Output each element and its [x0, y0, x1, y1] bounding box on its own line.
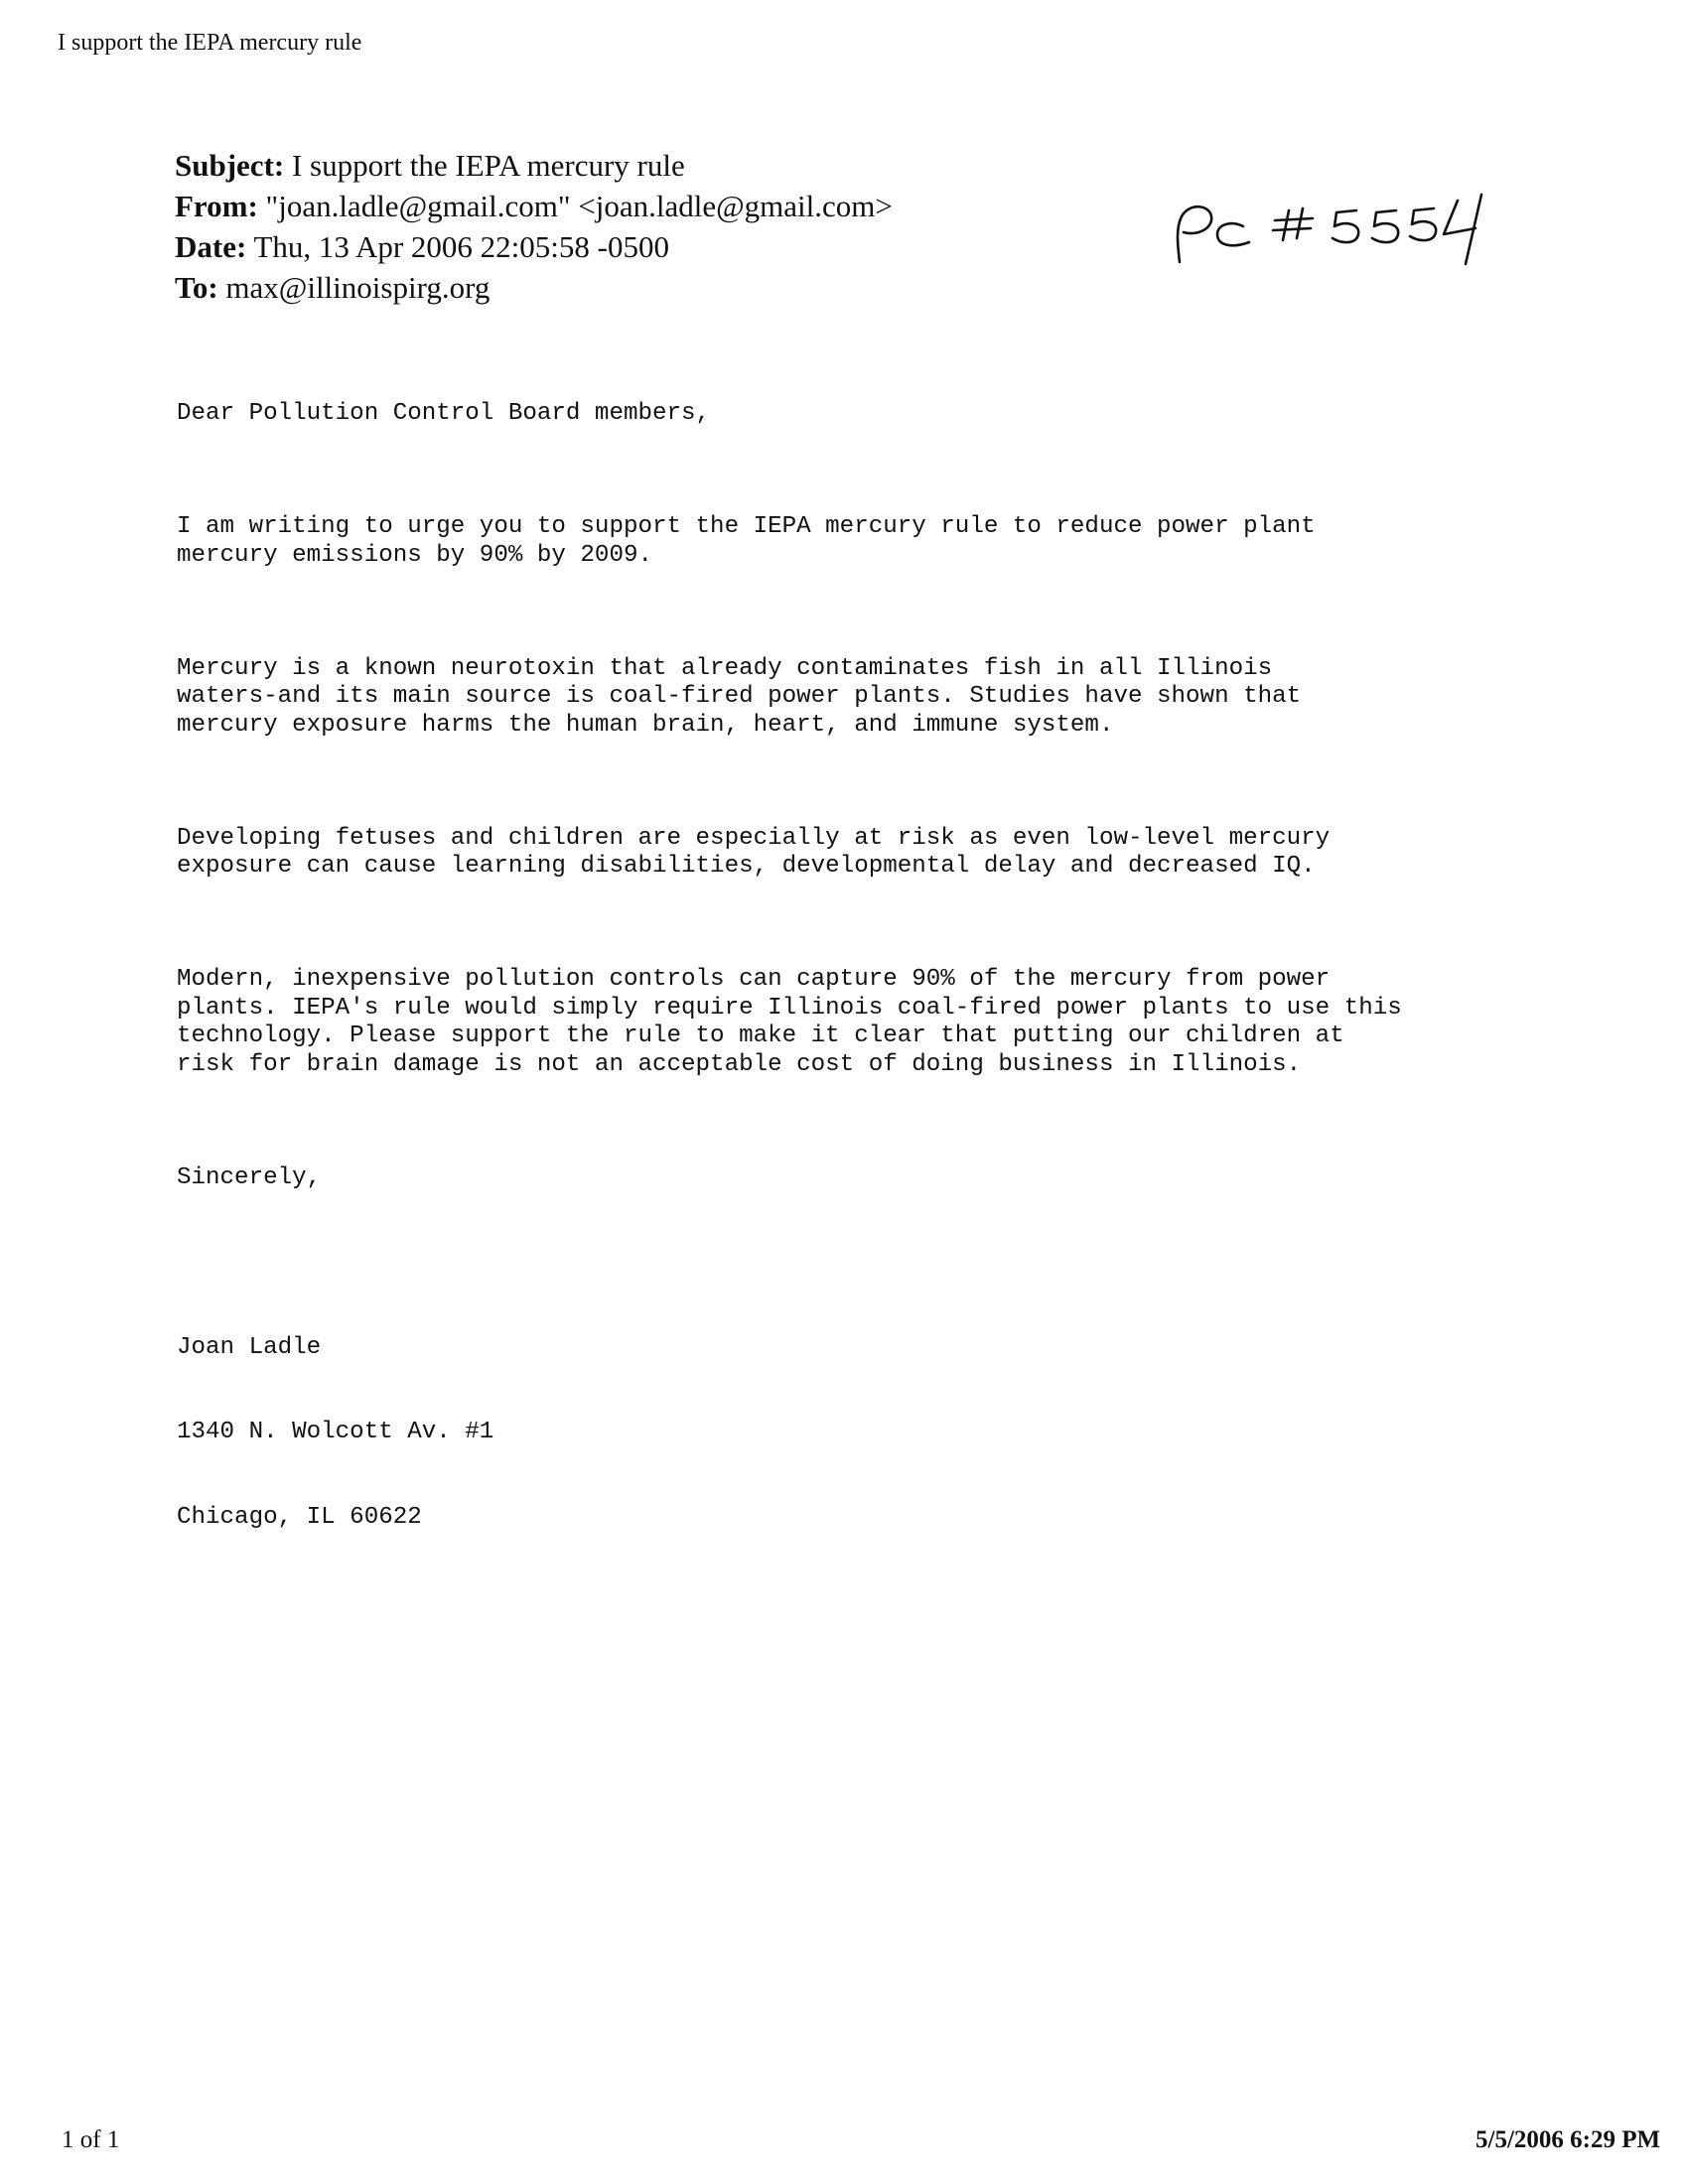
body-paragraph-1: I am writing to urge you to support the IEPA mercury rule to reduce power plant mercury emissions by 90% by 2009. — [177, 513, 1316, 569]
from-label: From: — [175, 189, 258, 223]
body-paragraph-4: Modern, inexpensive pollution controls can capture 90% of the mercury from power plants. IEPA's rule would simply require Illinois coal-fired power plants to use this technology. Please support the rule to make it clear that putting our children at risk for brain damage is not an acceptable cost of doing business in Illinois. — [177, 966, 1402, 1078]
subject-value: I support the IEPA mercury rule — [291, 148, 685, 183]
handwritten-pc-number-stamp — [1172, 191, 1499, 290]
signature-address-line1: 1340 N. Wolcott Av. #1 — [177, 1419, 494, 1445]
date-value: Thu, 13 Apr 2006 22:05:58 -0500 — [253, 229, 669, 264]
from-value: "joan.ladle@gmail.com" <joan.ladle@gmail.com> — [265, 189, 893, 223]
from-row — [175, 186, 893, 226]
signature-name: Joan Ladle — [177, 1333, 322, 1361]
subject-label: Subject: — [175, 148, 285, 183]
body-paragraph-2: Mercury is a known neurotoxin that already contaminates fish in all Illinois waters-and its main source is coal-fired power plants. Studies have shown that mercury exposure harms the human brain, heart, and immune system. — [177, 654, 1302, 739]
body-paragraph-3: Developing fetuses and children are especially at risk as even low-level mercury exposure can cause learning disabilities, developmental delay and decreased IQ. — [177, 824, 1331, 880]
date-row — [175, 226, 893, 267]
print-header-title: I support the IEPA mercury rule — [58, 30, 362, 56]
to-label: To: — [175, 270, 218, 305]
to-value: max@illinoispirg.org — [225, 270, 491, 305]
greeting: Dear Pollution Control Board members, — [177, 400, 711, 427]
email-body — [177, 343, 1402, 1617]
print-timestamp: 5/5/2006 6:29 PM — [1475, 2126, 1661, 2153]
signature-block — [177, 1278, 1402, 1589]
email-headers — [175, 145, 893, 308]
closing: Sincerely, — [177, 1163, 322, 1191]
subject-row — [175, 145, 893, 186]
to-row — [175, 267, 893, 308]
signature-address-line2: Chicago, IL 60622 — [177, 1503, 422, 1531]
page-number: 1 of 1 — [62, 2126, 120, 2153]
date-label: Date: — [175, 229, 247, 264]
